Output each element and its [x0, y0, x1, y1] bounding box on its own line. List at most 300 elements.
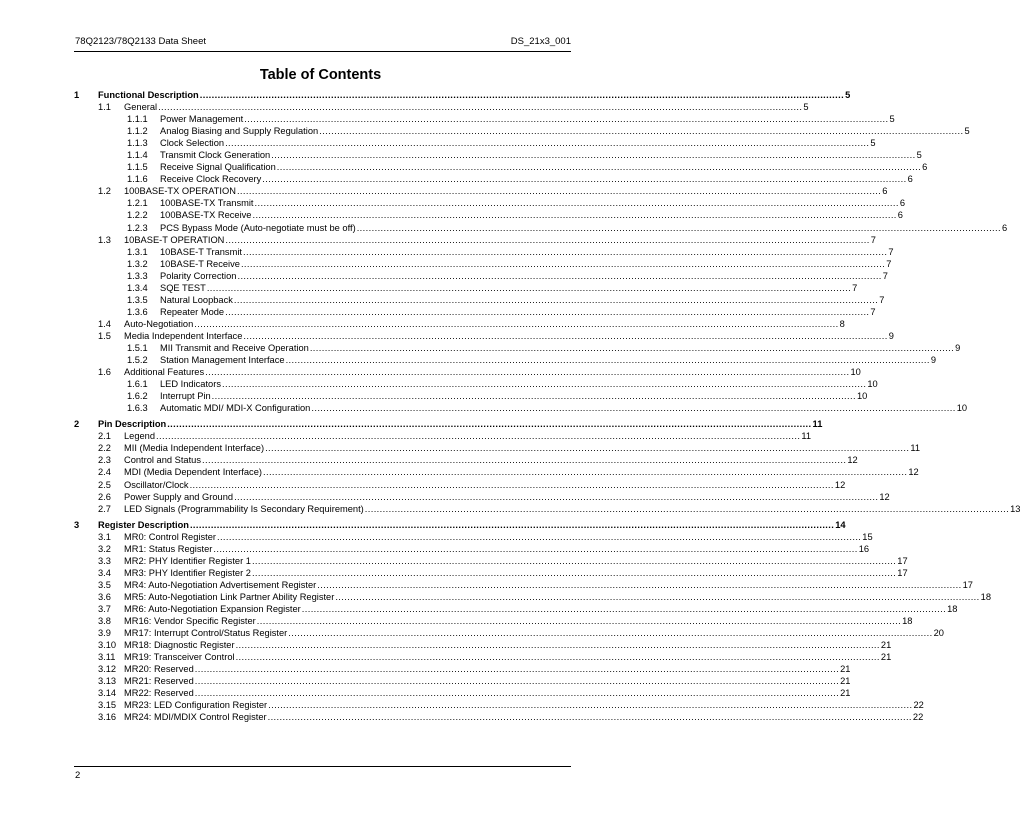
toc-page-number: 22	[912, 712, 924, 723]
toc-page-number: 9	[955, 342, 961, 353]
dot-leader	[255, 197, 899, 209]
dot-leader	[212, 390, 856, 402]
dot-leader	[194, 318, 838, 330]
dot-leader	[190, 519, 834, 531]
page-header	[75, 36, 571, 50]
toc-page-number: 7	[886, 258, 892, 269]
toc-entry-line	[124, 234, 876, 246]
toc-section-title: Media Independent Interface	[124, 330, 243, 341]
toc-entry-line	[124, 579, 973, 591]
toc-section-number: 1	[74, 90, 80, 100]
toc-entry[interactable]	[74, 185, 888, 197]
toc-entry[interactable]	[74, 354, 937, 366]
toc-section-title: Polarity Correction	[160, 270, 237, 281]
toc-entry[interactable]	[74, 366, 861, 378]
toc-section-number: 1.1.6	[127, 174, 148, 185]
toc-section-number: 2.5	[98, 479, 111, 490]
dot-leader	[195, 675, 839, 687]
dot-leader	[268, 699, 912, 711]
dot-leader	[225, 306, 869, 318]
toc-page-number: 14	[835, 519, 846, 530]
toc-entry[interactable]	[74, 378, 878, 390]
toc-entry[interactable]	[74, 402, 968, 414]
toc-page-number: 21	[880, 640, 892, 651]
toc-entry-line	[124, 591, 991, 603]
toc-section-title: Repeater Mode	[160, 306, 225, 317]
toc-section-number: 3	[74, 519, 80, 530]
dot-leader	[302, 603, 946, 615]
toc-entry[interactable]	[74, 567, 908, 579]
dot-leader	[200, 89, 844, 101]
toc-entry-line	[160, 113, 895, 125]
toc-entry-line	[160, 390, 867, 402]
toc-entry[interactable]	[74, 555, 908, 567]
toc-entry[interactable]	[74, 270, 888, 282]
toc-entry[interactable]	[74, 318, 845, 330]
header-rule	[74, 51, 571, 52]
toc-entry[interactable]	[74, 418, 823, 430]
toc-section-title: MR18: Diagnostic Register	[124, 640, 235, 651]
toc-section-title: MII (Media Independent Interface)	[124, 443, 265, 454]
toc-page-number: 21	[840, 688, 851, 699]
toc-entry-line	[124, 543, 869, 555]
toc-entry-line	[160, 294, 884, 306]
toc-page-number: 7	[870, 234, 876, 245]
dot-leader	[241, 258, 885, 270]
toc-section-number: 3.11	[98, 652, 116, 663]
page-number: 2	[75, 770, 81, 781]
toc-section-title: 100BASE-TX Transmit	[160, 198, 254, 209]
dot-leader	[190, 479, 834, 491]
dot-leader	[222, 378, 866, 390]
dot-leader	[225, 234, 869, 246]
dot-leader	[252, 209, 896, 221]
toc-section-number: 1.3	[98, 234, 111, 245]
toc-list	[74, 89, 1020, 723]
toc-section-title: LED Indicators	[160, 379, 221, 390]
toc-section-title: MR21: Reserved	[124, 676, 194, 687]
toc-entry-line	[124, 318, 845, 330]
toc-page-number: 21	[840, 664, 851, 675]
toc-section-title: Control and Status	[124, 455, 202, 466]
toc-section-title: MDI (Media Dependent Interface)	[124, 467, 262, 478]
toc-entry[interactable]	[74, 627, 944, 639]
toc-entry-line	[124, 663, 850, 675]
toc-entry-line	[160, 282, 857, 294]
toc-section-number: 3.8	[98, 616, 111, 627]
document-title: 78Q2123/78Q2133 Data Sheet	[75, 36, 206, 47]
toc-entry[interactable]	[74, 591, 991, 603]
toc-section-number: 2.7	[98, 503, 111, 514]
toc-section-title: MR4: Auto-Negotiation Advertisement Register	[124, 579, 317, 590]
toc-page-number: 10	[850, 367, 861, 378]
toc-page-number: 17	[962, 579, 973, 590]
toc-section-number: 3.1	[98, 531, 111, 542]
toc-entry-line	[160, 197, 905, 209]
toc-entry-line	[98, 89, 850, 101]
dot-leader	[243, 246, 887, 258]
toc-entry[interactable]	[74, 615, 913, 627]
toc-page-number: 18	[947, 603, 958, 614]
toc-section-number: 1.2.3	[127, 222, 148, 233]
toc-page-number: 11	[812, 419, 823, 430]
toc-entry[interactable]	[74, 579, 973, 591]
toc-entry-line	[160, 378, 878, 390]
toc-section-number: 1.1.3	[127, 138, 148, 149]
toc-section-title: MR20: Reserved	[124, 664, 194, 675]
dot-leader	[237, 270, 881, 282]
toc-entry[interactable]	[74, 161, 928, 173]
toc-entry[interactable]	[74, 282, 858, 294]
toc-entry-line	[124, 330, 894, 342]
toc-page-number: 7	[879, 294, 885, 305]
toc-entry-line	[124, 627, 944, 639]
toc-section-title: Transmit Clock Generation	[160, 150, 271, 161]
toc-entry-line	[124, 687, 850, 699]
toc-section-title: Additional Features	[124, 367, 205, 378]
toc-entry[interactable]	[74, 258, 892, 270]
toc-page-number: 7	[888, 246, 894, 257]
toc-entry-line	[160, 125, 970, 137]
toc-page-number: 5	[845, 90, 851, 100]
dot-leader	[357, 222, 1001, 234]
dot-leader	[217, 531, 861, 543]
dot-leader	[286, 354, 930, 366]
toc-entry-line	[124, 615, 912, 627]
toc-entry[interactable]	[74, 222, 1008, 234]
toc-section-title: Power Supply and Ground	[124, 491, 234, 502]
toc-entry-line	[124, 503, 1020, 515]
toc-entry-line	[160, 161, 927, 173]
toc-entry-line	[160, 209, 903, 221]
toc-entry[interactable]	[74, 342, 961, 354]
toc-entry-line	[160, 306, 876, 318]
toc-section-number: 3.4	[98, 567, 111, 578]
dot-leader	[311, 402, 955, 414]
toc-page-number: 17	[897, 567, 908, 578]
toc-section-number: 3.7	[98, 603, 111, 614]
toc-entry[interactable]	[74, 430, 812, 442]
toc-entry-line	[124, 711, 923, 723]
toc-entry[interactable]	[74, 442, 921, 454]
toc-section-title: MR3: PHY Identifier Register 2	[124, 567, 251, 578]
toc-section-number: 2.3	[98, 455, 111, 466]
dot-leader	[317, 579, 961, 591]
toc-section-number: 2.4	[98, 467, 111, 478]
dot-leader	[236, 651, 880, 663]
toc-section-title: MR1: Status Register	[124, 543, 213, 554]
toc-entry[interactable]	[74, 479, 846, 491]
toc-section-title: Power Management	[160, 114, 244, 125]
toc-entry[interactable]	[74, 294, 885, 306]
toc-section-number: 1.2.2	[127, 210, 148, 221]
toc-page-number: 8	[839, 318, 845, 329]
toc-entry-line	[124, 603, 957, 615]
toc-entry[interactable]	[74, 675, 851, 687]
toc-entry[interactable]	[74, 209, 903, 221]
toc-section-title: MR0: Control Register	[124, 531, 216, 542]
toc-entry[interactable]	[74, 330, 894, 342]
toc-section-title: MR24: MDI/MDIX Control Register	[124, 712, 267, 723]
dot-leader	[156, 430, 800, 442]
toc-section-number: 3.10	[98, 640, 117, 651]
toc-page-number: 16	[858, 543, 870, 554]
dot-leader	[195, 663, 839, 675]
toc-section-title: MR17: Interrupt Control/Status Register	[124, 628, 288, 639]
toc-section-number: 3.3	[98, 555, 111, 566]
dot-leader	[365, 503, 1009, 515]
toc-page-number: 17	[897, 555, 908, 566]
dot-leader	[335, 591, 979, 603]
toc-section-title: Receive Clock Recovery	[160, 174, 262, 185]
toc-section-number: 1.5	[98, 330, 111, 341]
dot-leader	[237, 185, 881, 197]
toc-entry[interactable]	[74, 246, 894, 258]
toc-section-number: 1.6.1	[127, 379, 148, 390]
toc-section-title: MR5: Auto-Negotiation Link Partner Ability Register	[124, 591, 335, 602]
toc-entry-line	[124, 101, 809, 113]
toc-section-title: Register Description	[98, 519, 189, 530]
toc-section-title: Interrupt Pin	[160, 391, 211, 402]
dot-leader	[252, 567, 896, 579]
dot-leader	[244, 113, 888, 125]
dot-leader	[310, 342, 954, 354]
toc-section-title: MR16: Vendor Specific Register	[124, 616, 256, 627]
toc-section-number: 3.15	[98, 700, 117, 711]
toc-section-title: Auto-Negotiation	[124, 318, 194, 329]
toc-page-number: 12	[847, 455, 858, 466]
toc-section-title: Functional Description	[98, 90, 199, 100]
toc-section-number: 1.5.2	[127, 355, 148, 366]
toc-page-number: 22	[913, 700, 924, 711]
toc-entry[interactable]	[74, 491, 890, 503]
toc-section-title: MR6: Auto-Negotiation Expansion Register	[124, 603, 301, 614]
toc-section-number: 2.2	[98, 443, 111, 454]
toc-section-number: 1.2.1	[127, 198, 148, 209]
toc-section-title: SQE TEST	[160, 282, 206, 293]
toc-entry[interactable]	[74, 234, 876, 246]
toc-entry-line	[124, 442, 920, 454]
toc-section-number: 1.2	[98, 186, 111, 197]
dot-leader	[234, 491, 878, 503]
toc-entry[interactable]	[74, 101, 809, 113]
toc-section-number: 3.13	[98, 676, 117, 687]
toc-entry[interactable]	[74, 503, 1020, 515]
toc-entry-line	[160, 173, 913, 185]
toc-section-number: 1.1.4	[127, 150, 148, 161]
toc-page-number: 20	[933, 628, 944, 639]
toc-entry-line	[124, 491, 890, 503]
toc-page-number: 18	[980, 591, 991, 602]
toc-entry[interactable]	[74, 603, 958, 615]
toc-entry[interactable]	[74, 306, 876, 318]
toc-section-title: Natural Loopback	[160, 294, 233, 305]
toc-section-title: Automatic MDI/ MDI-X Configuration	[160, 403, 311, 414]
dot-leader	[225, 137, 869, 149]
toc-section-title: Analog Biasing and Supply Regulation	[160, 126, 319, 137]
toc-section-number: 1.1.1	[127, 114, 148, 125]
toc-entry[interactable]	[74, 651, 892, 663]
toc-section-number: 2.1	[98, 431, 111, 442]
toc-page-number: 15	[862, 531, 873, 542]
toc-section-number: 1.1	[98, 102, 111, 113]
toc-entry[interactable]	[74, 663, 851, 675]
toc-page-number: 5	[870, 138, 876, 149]
toc-entry-line	[98, 519, 846, 531]
toc-section-number: 1.3.3	[127, 270, 148, 281]
toc-page-number: 6	[907, 174, 913, 185]
toc-page-number: 7	[870, 306, 876, 317]
toc-entry-line	[124, 531, 873, 543]
toc-page-number: 5	[964, 126, 970, 137]
toc-page-number: 13	[1010, 503, 1020, 514]
toc-entry-line	[160, 258, 891, 270]
toc-entry-line	[160, 354, 936, 366]
toc-entry[interactable]	[74, 149, 922, 161]
dot-leader	[236, 639, 880, 651]
toc-section-number: 3.6	[98, 591, 111, 602]
dot-leader	[271, 149, 915, 161]
toc-section-number: 1.3.6	[127, 306, 148, 317]
toc-entry[interactable]	[74, 687, 851, 699]
toc-entry-line	[160, 270, 888, 282]
toc-section-title: 10BASE-T Receive	[160, 258, 240, 269]
toc-section-number: 1.6.3	[127, 403, 148, 414]
toc-section-number: 1.3.2	[127, 258, 148, 269]
toc-entry[interactable]	[74, 466, 919, 478]
dot-leader	[262, 173, 906, 185]
toc-section-number: 1.1.2	[127, 126, 148, 137]
dot-leader	[158, 101, 802, 113]
toc-entry-line	[160, 342, 960, 354]
dot-leader	[265, 442, 909, 454]
toc-section-title: 100BASE-TX Receive	[160, 210, 252, 221]
toc-section-title: Clock Selection	[160, 138, 225, 149]
toc-page-number: 5	[803, 102, 809, 113]
toc-entry[interactable]	[74, 454, 858, 466]
toc-section-number: 1.3.1	[127, 246, 148, 257]
toc-entry[interactable]	[74, 711, 924, 723]
toc-entry-line	[124, 555, 908, 567]
toc-page-number: 18	[902, 616, 913, 627]
dot-leader	[252, 555, 896, 567]
toc-entry[interactable]	[74, 519, 846, 531]
toc-section-number: 2.6	[98, 491, 111, 502]
toc-section-number: 3.16	[98, 712, 117, 723]
toc-entry-line	[124, 651, 891, 663]
toc-entry[interactable]	[74, 639, 892, 651]
toc-page-number: 12	[834, 479, 846, 490]
toc-section-title: MII Transmit and Receive Operation	[160, 342, 309, 353]
toc-entry-line	[124, 639, 891, 651]
toc-page-number: 10	[956, 403, 968, 414]
toc-page-number: 6	[1002, 222, 1008, 233]
toc-page-number: 11	[910, 443, 921, 454]
toc-entry-line	[124, 675, 850, 687]
toc-entry-line	[124, 567, 908, 579]
toc-entry[interactable]	[74, 173, 913, 185]
toc-entry-line	[124, 430, 811, 442]
toc-entry-line	[124, 185, 887, 197]
toc-entry-line	[124, 699, 924, 711]
toc-section-title: Pin Description	[98, 419, 167, 430]
toc-entry-line	[160, 222, 1007, 234]
toc-section-title: LED Signals (Programmability Is Secondary Requirement)	[124, 503, 364, 514]
toc-entry[interactable]	[74, 125, 970, 137]
toc-page-number: 12	[908, 467, 919, 478]
dot-leader	[288, 627, 932, 639]
toc-section-title: Oscillator/Clock	[124, 479, 189, 490]
toc-entry-line	[98, 418, 822, 430]
dot-leader	[277, 161, 921, 173]
toc-entry-line	[160, 149, 922, 161]
toc-entry[interactable]	[74, 531, 873, 543]
toc-section-number: 3.14	[98, 688, 117, 699]
toc-section-title: 100BASE-TX OPERATION	[124, 186, 236, 197]
dot-leader	[234, 294, 878, 306]
toc-page-number: 7	[852, 282, 858, 293]
toc-section-number: 1.4	[98, 318, 111, 329]
toc-entry[interactable]	[74, 390, 868, 402]
toc-entry[interactable]	[74, 89, 851, 101]
toc-section-title: Legend	[124, 431, 156, 442]
dot-leader	[202, 454, 846, 466]
toc-entry[interactable]	[74, 543, 870, 555]
toc-page-number: 6	[899, 198, 906, 209]
toc-page-number: 11	[801, 431, 812, 442]
toc-entry-line	[124, 366, 861, 378]
dot-leader	[207, 282, 851, 294]
dot-leader	[195, 687, 839, 699]
toc-page-number: 9	[930, 355, 937, 366]
footer-rule	[74, 766, 571, 767]
toc-section-number: 1.1.5	[127, 162, 148, 173]
toc-section-title: 10BASE-T OPERATION	[124, 234, 225, 245]
toc-entry-line	[124, 454, 858, 466]
dot-leader	[213, 543, 857, 555]
dot-leader	[257, 615, 901, 627]
toc-entry-line	[160, 137, 876, 149]
toc-section-number: 3.5	[98, 579, 111, 590]
toc-section-title: MR22: Reserved	[124, 688, 194, 699]
document-number: DS_21x3_001	[510, 36, 571, 47]
dot-leader	[319, 125, 963, 137]
toc-section-title: MR19: Transceiver Control	[124, 652, 235, 663]
toc-entry[interactable]	[74, 699, 924, 711]
toc-section-number: 1.6	[98, 367, 111, 378]
toc-section-number: 2	[74, 419, 80, 430]
dot-leader	[243, 330, 887, 342]
toc-section-number: 1.3.4	[127, 282, 148, 293]
toc-section-title: MR23: LED Configuration Register	[124, 700, 268, 711]
toc-entry[interactable]	[74, 137, 876, 149]
toc-entry[interactable]	[74, 197, 906, 209]
toc-page-number: 10	[856, 391, 868, 402]
dot-leader	[263, 466, 907, 478]
toc-page-number: 6	[897, 210, 903, 221]
toc-section-title: Station Management Interface	[160, 355, 285, 366]
toc-page-number: 21	[840, 676, 851, 687]
toc-page-number: 6	[922, 162, 928, 173]
dot-leader	[167, 418, 811, 430]
toc-entry[interactable]	[74, 113, 895, 125]
toc-section-number: 1.3.5	[127, 294, 148, 305]
dot-leader	[205, 366, 849, 378]
toc-page-number: 12	[879, 491, 890, 502]
toc-section-title: MR2: PHY Identifier Register 1	[124, 555, 251, 566]
toc-entry-line	[124, 466, 919, 478]
toc-entry-line	[124, 479, 845, 491]
